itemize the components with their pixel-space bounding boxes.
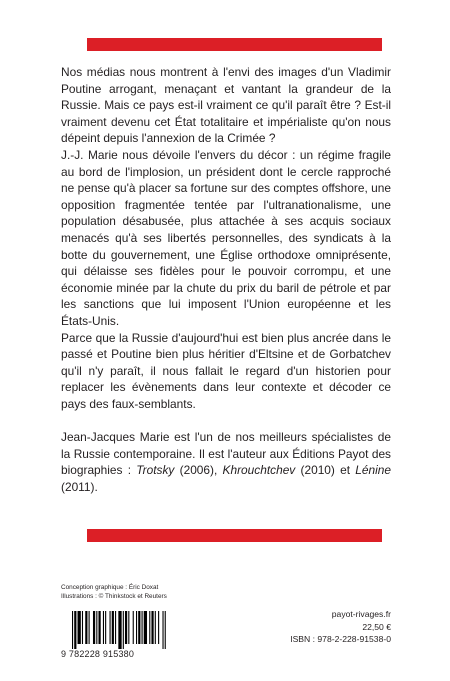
description-paragraph-1: Nos médias nous montrent à l'envi des images d'un Vladimir Poutine arrogant, menaçant et vantant la grandeur de la Russie. Mais ce pays est-il vraiment ce qu'il paraît être ? Est-il vraiment devenu cet État totalitaire et impérialiste qu'on nous dépeint depuis l'annexion de la Crimée ? bbox=[61, 65, 391, 146]
bottom-accent-bar bbox=[87, 529, 382, 542]
publisher-website: payot-rivages.fr bbox=[331, 609, 391, 619]
credit-illustrations: Illustrations : © Thinkstock et Reuters bbox=[61, 593, 167, 600]
publisher-info bbox=[290, 608, 391, 646]
description-paragraph-2: J.-J. Marie nous dévoile l'envers du décor : un régime fragile au bord de l'implosion, un président dont le cercle rapproché ne pense qu'à placer sa fortune sur des comptes offshore, une opposition fragmentée tentée par l'ultranationalisme, une population désabusée, plus attachée à ses acquis sociaux menacés qu'à ses libertés personnelles, des syndicats à la botte du gouvernement, une Église orthodoxe omniprésente, qui délaisse ses fidèles pour le pouvoir corrompu, et une économie minée par la chute du prix du baril de pétrole et par les sanctions que lui imposent l'Union européenne et les États-Unis. bbox=[61, 147, 391, 328]
book-year-trotsky: (2006), bbox=[174, 463, 223, 478]
book-title-lenine: Lénine bbox=[355, 463, 392, 478]
author-bio-intro: Jean-Jacques Marie est l'un de nos meilleurs spécialistes de la Russie contemporaine. Il est l'auteur aux Éditions Payot des biographies : bbox=[61, 430, 391, 478]
barcode-icon bbox=[72, 611, 168, 649]
author-bio bbox=[61, 429, 391, 495]
isbn: ISBN : 978-2-228-91538-0 bbox=[290, 634, 391, 645]
book-title-khrouchtchev: Khrouchtchev bbox=[222, 463, 296, 478]
price: 22,50 € bbox=[362, 621, 391, 632]
barcode bbox=[61, 611, 173, 659]
book-year-lenine: (2011). bbox=[61, 479, 98, 494]
description-paragraph-3: Parce que la Russie d'aujourd'hui est bien plus ancrée dans le passé et Poutine bien plus héritier d'Eltsine et de Gorbatchev qu'il n'y paraît, il nous fallait le regard d'un historien pour replacer les évènements dans leur contexte et décoder ce pays des faux-semblants. bbox=[61, 330, 391, 411]
credits bbox=[61, 583, 167, 601]
top-accent-bar bbox=[87, 38, 382, 51]
barcode-number: 9 782228 915380 bbox=[61, 649, 135, 659]
book-year-khrouchtchev: (2010) et bbox=[295, 463, 356, 478]
back-cover-text bbox=[61, 64, 391, 495]
credit-design: Conception graphique : Éric Doxat bbox=[61, 584, 159, 591]
book-title-trotsky: Trotsky bbox=[136, 463, 175, 478]
